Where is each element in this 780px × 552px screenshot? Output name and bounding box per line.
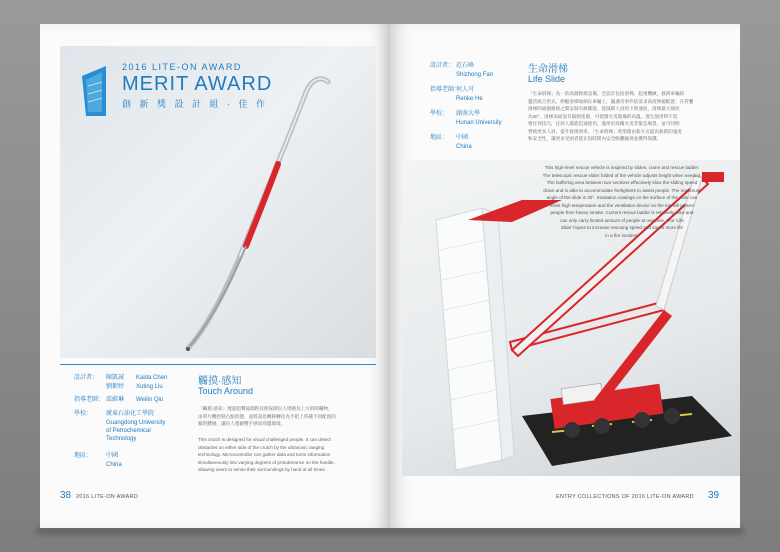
advisor-en: Weilin Qiu	[136, 397, 164, 403]
award-subtitle: 創 新 獎 設 計 組 · 佳 作	[122, 99, 269, 109]
designer-cn-1: 陳凱誠	[106, 375, 125, 381]
designer-en-2: Xuting Liu	[136, 384, 163, 390]
open-magazine	[40, 24, 740, 528]
school-cn: 廣東石油化工學院	[106, 411, 155, 417]
caption-line: people from heavy smoke. Current rescue ladder is relatively slow and	[550, 210, 694, 215]
caption-line: resist high temperature and the ventilation device on the top will protect	[549, 202, 695, 208]
designer-cn: 范石峰	[456, 63, 475, 69]
region-label: 地區：	[430, 135, 449, 141]
desc-cn-line: 鎖的體感，讓盲人憑藉雙手感知周邊環境。	[198, 421, 286, 426]
description-cn	[198, 405, 378, 428]
school-label: 學校：	[74, 411, 93, 417]
project-title-cn: 觸摸·感知	[198, 376, 242, 387]
desc-cn-line: 和安全性，讓更多受困者能在短時間內安全脫離險境並獲得保護。	[528, 136, 662, 141]
desc-cn-line: 為30°，滑梯表面設有隔熱塗層，可抵禦火災現場的高溫。逃生使用時不需	[528, 113, 678, 119]
advisor-cn: 何人可	[456, 87, 475, 93]
designer-label: 設計者：	[74, 375, 99, 381]
designer-cn-2: 劉絮婷	[106, 384, 125, 390]
project-title-cn: 生命滑梯	[528, 64, 568, 75]
hero-image	[60, 46, 376, 358]
left-page	[40, 24, 390, 528]
advisor-label: 指導老師：	[430, 87, 461, 93]
caption-line: can only carry limited amount of people at one time. The 'Life	[560, 217, 684, 223]
advisor-label: 指導老師：	[74, 397, 105, 403]
description-en	[198, 436, 378, 474]
region-en: China	[106, 462, 122, 468]
desc-en-line: simultaneously into varying degrees of protuberance on the handle,	[198, 459, 335, 465]
designer-en-1: Kaida Chen	[136, 375, 168, 381]
description-cn	[528, 90, 724, 143]
caption-line: The telescopic rescue slider folded of the vehicle adjusts height when needed.	[542, 172, 702, 178]
designer-label: 設計者：	[430, 63, 455, 69]
desc-en-line: allowing users to sense their surroundings by hand at all times.	[198, 467, 326, 472]
desc-en-line: This crutch is designed for visual challenged people. It can detect	[198, 437, 331, 442]
caption-line: in a fire incident.	[605, 232, 639, 238]
book-shadow	[36, 528, 744, 534]
project-title-en: Touch Around	[198, 386, 254, 396]
crutch-image	[60, 46, 376, 358]
desc-cn-line: 滑梯的兩個連接之間安裝有緩衝區，能減緩人員的下滑速度，滑梯最大坡度	[528, 106, 680, 111]
caption-line: The buffering area between two sections effectively slow the sliding speed	[546, 180, 698, 185]
school-en: Hunan University	[456, 120, 502, 126]
desc-en-line: technology. Microcontroller can gather data and turns information	[198, 452, 331, 457]
desc-en-line: obstacles on either side of the crutch by the ultrasonic ranging	[198, 444, 325, 450]
folio-left: 2016 LITE-ON AWARD	[76, 494, 139, 500]
desc-cn-line: 營救更多人員，提升救援效率。「生命滑梯」希望藉由新方式提高救援的速度	[528, 128, 682, 134]
region-cn: 中國	[106, 453, 119, 459]
region-label: 地區：	[74, 453, 93, 459]
desc-cn-line: 「生命滑梯」為一款高層救援設備，全設計包括滑梯、起重機械，救援車輛的	[528, 91, 685, 96]
product-photo	[402, 160, 740, 476]
region-en: China	[456, 144, 472, 150]
region-cn: 中國	[456, 135, 469, 141]
caption-line: angle of the slide is 30°. Insulation coatings on the surface of the slide can	[546, 195, 698, 200]
caption-line: This high-level rescue vehicle is inspired by slides, crane and rescue ladder.	[544, 165, 700, 170]
desc-cn-line: 「觸摸·感知」透過超聲波測距技術探測盲人周圍及上方的障礙物，	[198, 406, 333, 411]
project-title-en: Life Slide	[528, 74, 566, 84]
school-cn: 湖南大學	[456, 111, 481, 117]
desc-cn-line: 要任何技巧，任何人都能迅速使用，適用於高樓火災等緊急場景，並可同時	[528, 121, 680, 126]
designer-en: Shizhong Fan	[456, 72, 494, 78]
school-en-2: of Petrochemical	[106, 428, 151, 434]
folio-right: ENTRY COLLECTIONS OF 2016 LITE-ON AWARD	[556, 494, 694, 500]
school-en-3: Technology	[106, 436, 137, 442]
page-number-right: 39	[708, 490, 720, 501]
award-title: MERIT AWARD	[122, 73, 273, 95]
divider-line	[60, 364, 376, 365]
advisor-en: Renke He	[456, 96, 483, 102]
desc-cn-line: 由單片機控制凸點狀態，並將訊息轉移轉化為手把上各種不同配置的	[198, 413, 336, 419]
caption-line: down and is able to accommodate firefighters to assist people. The maximum	[543, 187, 701, 193]
award-year: 2016 LITE-ON AWARD	[122, 62, 242, 72]
right-page	[390, 24, 740, 528]
school-en-1: Guangdong University	[106, 420, 166, 426]
photo-caption-en	[524, 164, 720, 239]
desc-cn-line: 靈活組合形式。伸縮滑梯收納在車輛上，隨遇災事件依需求高度伸縮配置；在折疊	[528, 98, 694, 104]
page-number-left: 38	[60, 490, 72, 501]
advisor-cn: 邱蔚琳	[106, 397, 125, 403]
school-label: 學校：	[430, 111, 449, 117]
caption-line: Slide' hopes to increase rescuing speed and saves more life	[560, 225, 684, 230]
